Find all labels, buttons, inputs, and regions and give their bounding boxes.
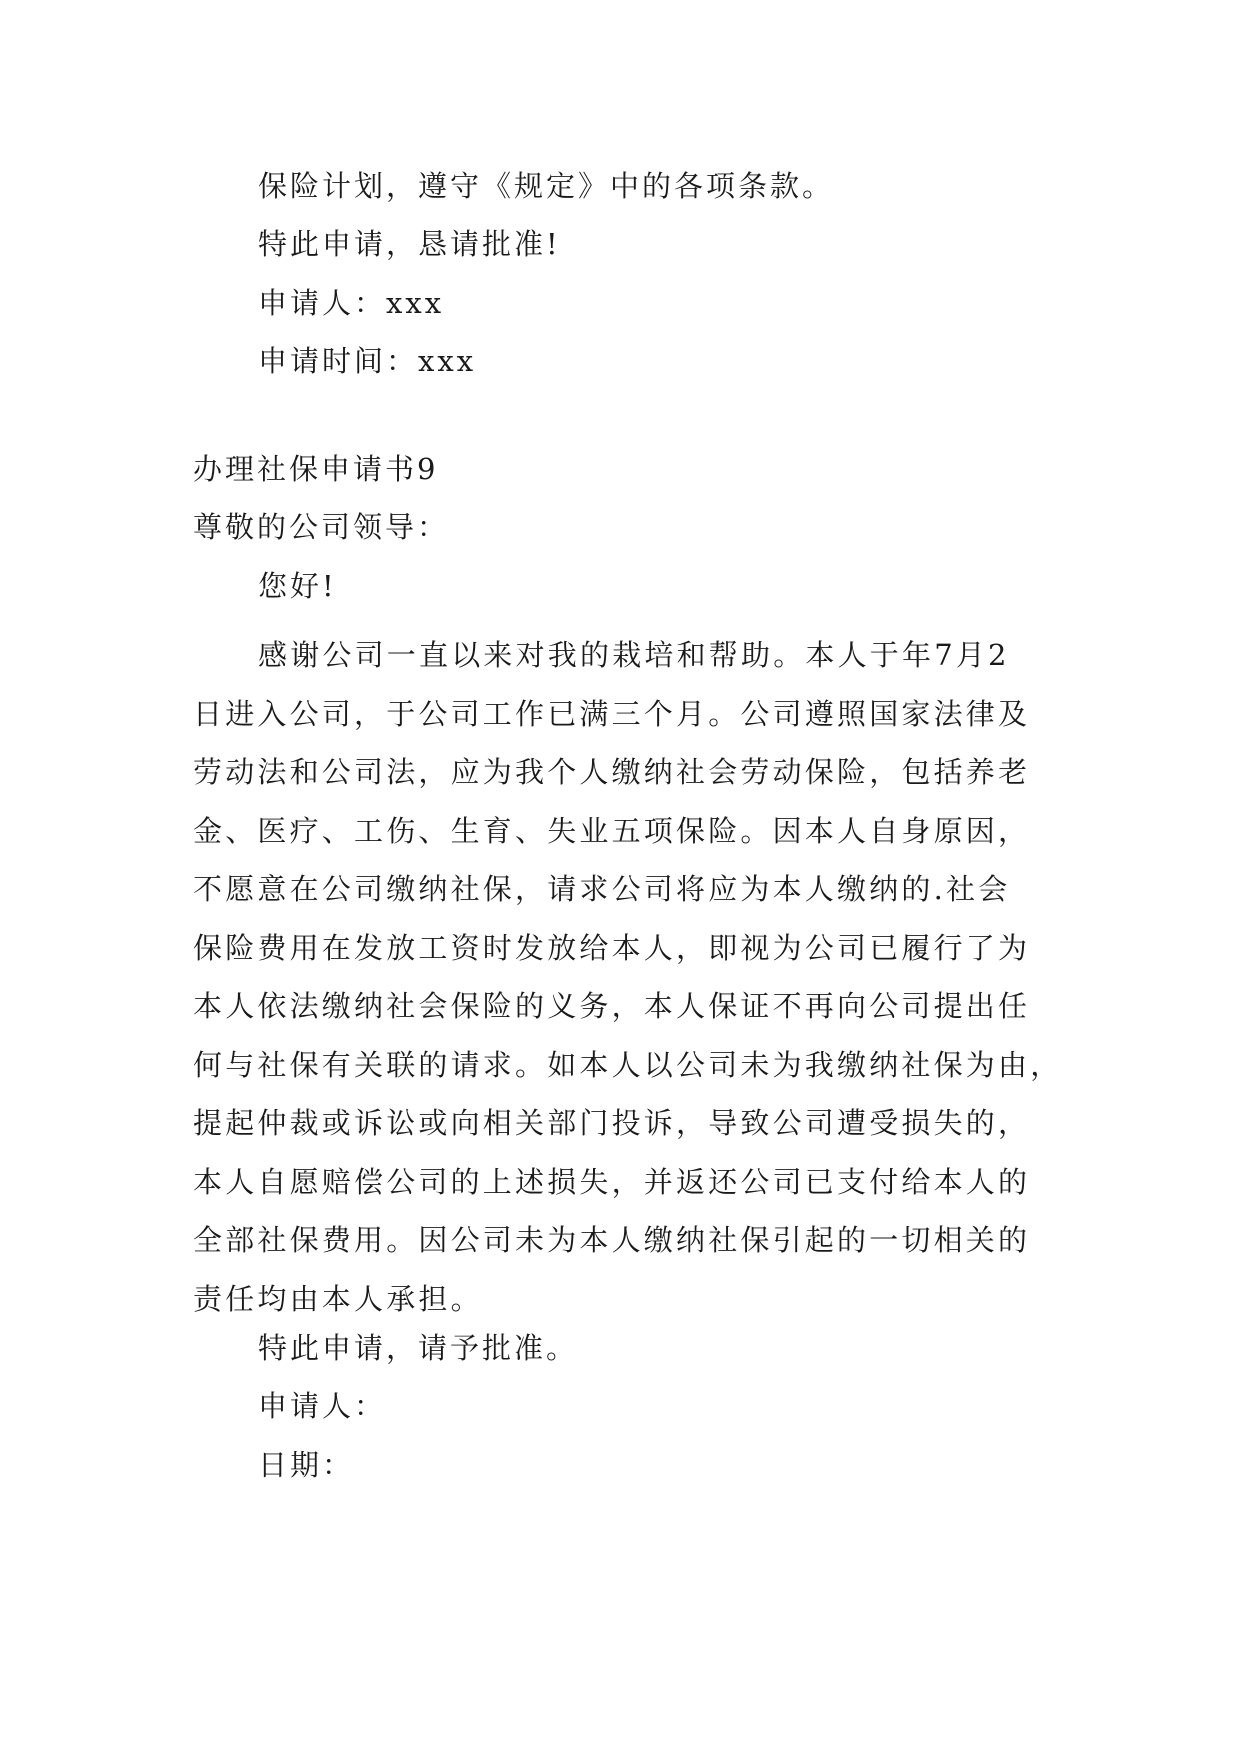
body-line: 日进入公司，于公司工作已满三个月。公司遵照国家法律及 bbox=[193, 696, 1031, 731]
body-line: 何与社保有关联的请求。如本人以公司未为我缴纳社保为由， bbox=[193, 1047, 1063, 1082]
prev-applicant-line: 申请人：xxx bbox=[258, 286, 445, 320]
date-label: 日期： bbox=[258, 1448, 355, 1482]
greeting: 您好! bbox=[258, 569, 337, 603]
salutation: 尊敬的公司领导： bbox=[193, 510, 450, 544]
section-title: 办理社保申请书9 bbox=[193, 452, 439, 486]
closing-line: 特此申请，请予批准。 bbox=[258, 1331, 579, 1365]
body-line: 劳动法和公司法，应为我个人缴纳社会劳动保险，包括养老 bbox=[193, 755, 1031, 789]
body-paragraph bbox=[193, 626, 1073, 1328]
applicant-label: 申请人： bbox=[258, 1389, 387, 1423]
body-line: 金、医疗、工伤、生育、失业五项保险。因本人自身原因， bbox=[193, 813, 1031, 848]
prev-apply-time-line: 申请时间：xxx bbox=[258, 344, 477, 378]
body-line: 全部社保费用。因公司未为本人缴纳社保引起的一切相关的 bbox=[193, 1223, 1031, 1257]
body-line: 提起仲裁或诉讼或向相关部门投诉，导致公司遭受损失的， bbox=[193, 1106, 1031, 1140]
body-line: 本人自愿赔偿公司的上述损失，并返还公司已支付给本人的 bbox=[193, 1164, 1031, 1199]
body-line: 保险费用在发放工资时发放给本人，即视为公司已履行了为 bbox=[193, 930, 1031, 965]
body-line: 感谢公司一直以来对我的栽培和帮助。本人于年7月2 bbox=[258, 638, 1010, 672]
prev-body-line: 保险计划，遵守《规定》中的各项条款。 bbox=[258, 169, 835, 203]
prev-closing-line: 特此申请，恳请批准! bbox=[258, 227, 561, 261]
body-line: 本人依法缴纳社会保险的义务，本人保证不再向公司提出任 bbox=[193, 989, 1031, 1023]
body-line: 不愿意在公司缴纳社保，请求公司将应为本人缴纳的.社会 bbox=[193, 872, 1011, 906]
body-line: 责任均由本人承担。 bbox=[193, 1281, 483, 1316]
